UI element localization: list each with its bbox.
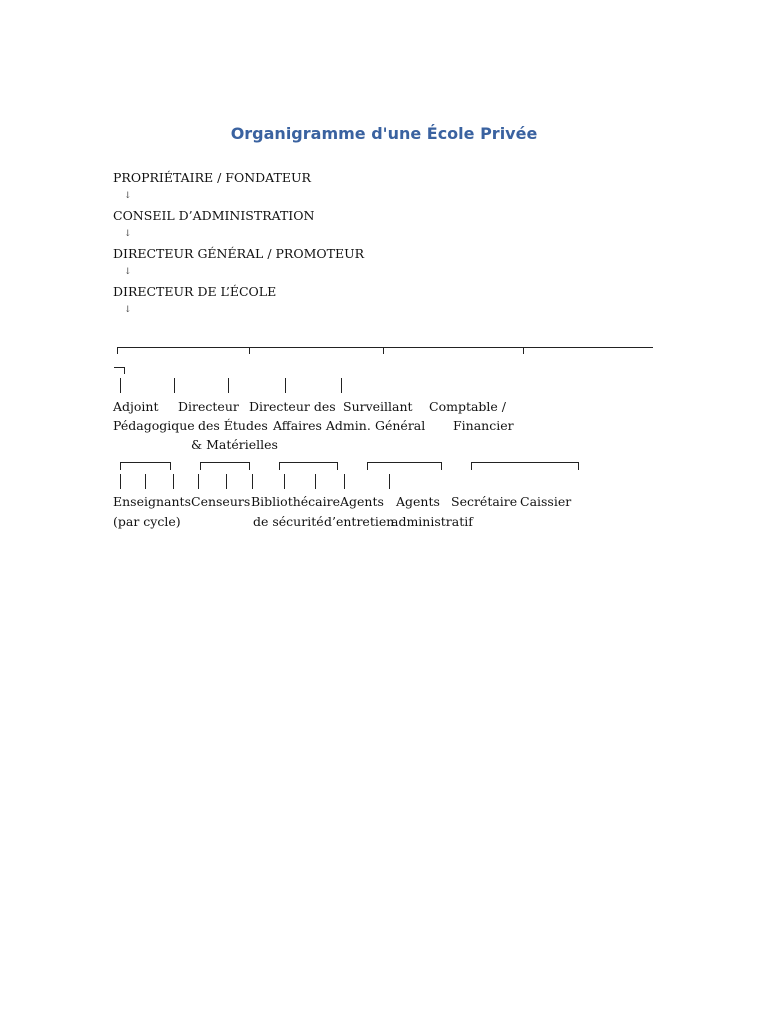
connector-drop [120,474,121,489]
connector-tick [523,347,524,354]
role-bibliothecaire: Bibliothécaire [251,494,341,509]
role-agents-entretien-line2: d’entretien [324,514,395,529]
bracket-tick [120,462,121,470]
bracket-tick [337,462,338,470]
connector-horizontal-main [117,347,653,348]
connector-drop [389,474,390,489]
role-caissier: Caissier [520,494,572,509]
down-arrow-icon: ↓ [124,191,132,201]
connector-drop [344,474,345,489]
connector-drop [174,378,175,393]
role-adjoint-line2: Pédagogique [113,418,195,433]
connector-tick [117,347,118,354]
connector-drop [285,378,286,393]
role-comptable-line2: Financier [453,418,514,433]
bracket-tick [170,462,171,470]
role-directeur-affaires-line1: Directeur des [249,399,336,414]
bracket-bar [471,462,578,463]
connector-tick [383,347,384,354]
role-agents-entretien-line1: Agents [396,494,440,509]
connector-drop [228,378,229,393]
bracket-tick [441,462,442,470]
role-secretaire-line1: Secrétaire [451,494,518,509]
role-surveillant-line1: Surveillant [343,399,413,414]
role-directeur-general: DIRECTEUR GÉNÉRAL / PROMOTEUR [113,246,365,261]
role-enseignants-line1: Enseignants [113,494,191,509]
connector-drop [145,474,146,489]
bracket-bar [279,462,337,463]
role-directeur-etudes-line2: des Études [198,418,268,433]
role-directeur-etudes-line1: Directeur [178,399,239,414]
bracket-tick [249,462,250,470]
role-directeur-ecole: DIRECTEUR DE L’ÉCOLE [113,284,277,299]
document-title: Organigramme d'une École Privée [230,124,538,143]
connector-drop [226,474,227,489]
connector-drop [252,474,253,489]
bracket-tick [578,462,579,470]
connector-drop [284,474,285,489]
role-secretaire-line2: administratif [391,514,473,529]
role-conseil: CONSEIL D’ADMINISTRATION [113,208,315,223]
bracket-tick [367,462,368,470]
down-arrow-icon: ↓ [124,305,132,315]
bracket-bar [120,462,170,463]
role-proprietaire: PROPRIÉTAIRE / FONDATEUR [113,170,311,185]
bracket-bar [367,462,441,463]
connector-drop [120,378,121,393]
role-censeurs: Censeurs [191,494,251,509]
connector-drop [198,474,199,489]
role-directeur-affaires-line2: Affaires Admin. [273,418,371,433]
connector-tick [249,347,250,354]
connector-wrap-tick [124,367,125,374]
role-adjoint-line1: Adjoint [113,399,159,414]
role-agents-securite-line1: Agents [340,494,384,509]
connector-drop [341,378,342,393]
bracket-bar [200,462,249,463]
role-enseignants-line2: (par cycle) [113,514,181,529]
bracket-tick [471,462,472,470]
down-arrow-icon: ↓ [124,267,132,277]
down-arrow-icon: ↓ [124,229,132,239]
connector-drop [315,474,316,489]
role-comptable-line1: Comptable / [429,399,507,414]
role-agents-securite-line2: de sécurité [253,514,324,529]
bracket-tick [279,462,280,470]
connector-drop [173,474,174,489]
role-directeur-affaires-line3: & Matérielles [191,437,278,452]
bracket-tick [200,462,201,470]
role-surveillant-line2: Général [375,418,426,433]
